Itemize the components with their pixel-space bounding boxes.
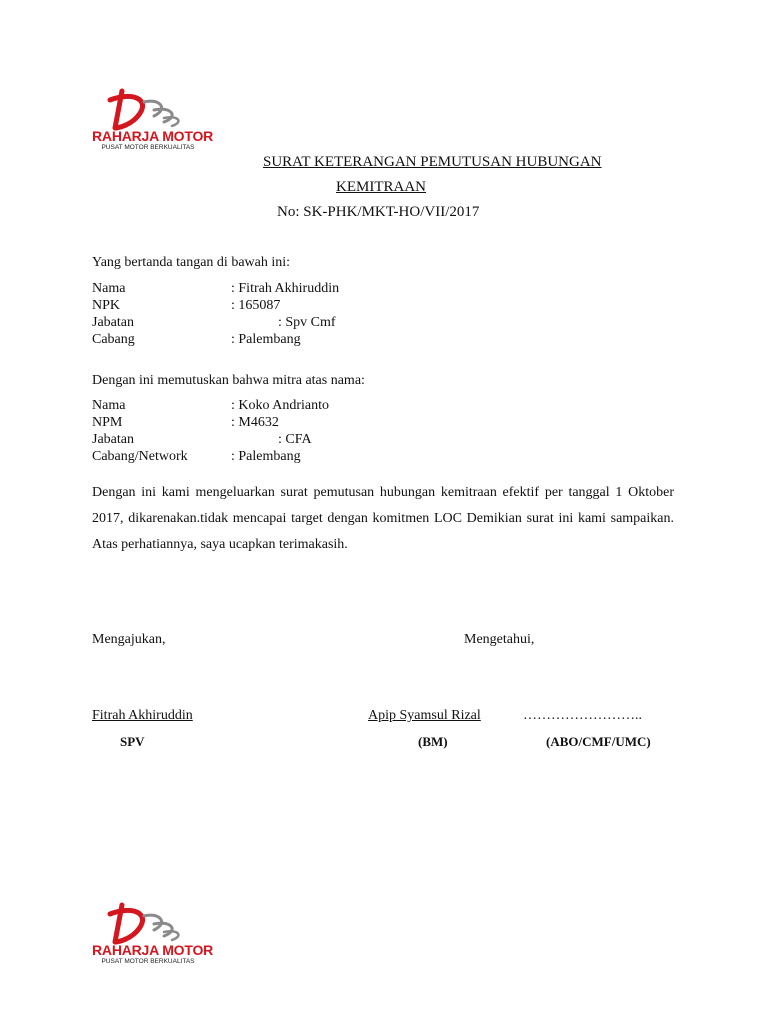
submitted-by-heading: Mengajukan, (92, 632, 166, 647)
logo-mark-icon (88, 902, 206, 946)
signer-value-position: : Spv Cmf (278, 315, 336, 330)
signer-value-branch: : Palembang (231, 332, 301, 347)
brand-tagline: PUSAT MOTOR BERKUALITAS (101, 144, 195, 151)
document-title-line1: SURAT KETERANGAN PEMUTUSAN HUBUNGAN (263, 154, 602, 170)
partner-value-branch: : Palembang (231, 449, 301, 464)
partner-label-position: Jabatan (92, 432, 134, 447)
partner-label-name: Nama (92, 398, 126, 413)
brand-name: RAHARJA MOTOR (92, 128, 214, 144)
body-paragraph: Dengan ini kami mengeluarkan surat pemutusan hubungan kemitraan efektif per tanggal 1 Oktober 2017, dikarenakan.tidak mencapai target dengan komitmen LOC Demikian surat ini kami sampaikan. Atas perhatiannya, saya ucapkan terimakasih. (92, 485, 674, 552)
partner-value-npm: : M4632 (231, 415, 279, 430)
signer-label-position: Jabatan (92, 315, 134, 330)
signer-label-name: Nama (92, 281, 126, 296)
partner-label-branch: Cabang/Network (92, 449, 188, 464)
signature-name-bm: Apip Syamsul Rizal (368, 708, 481, 723)
brand-tagline: PUSAT MOTOR BERKUALITAS (101, 958, 195, 965)
logo-mark-icon (88, 88, 206, 132)
signer-label-branch: Cabang (92, 332, 135, 347)
signer-label-npk: NPK (92, 298, 121, 313)
acknowledged-by-heading: Mengetahui, (464, 632, 535, 647)
signature-role-bm: (BM) (418, 734, 448, 749)
company-logo-top (88, 88, 214, 158)
signature-placeholder-dots: …………………….. (523, 708, 642, 723)
partner-value-name: : Koko Andrianto (231, 398, 329, 413)
document-title-line2: KEMITRAAN (336, 179, 426, 195)
brand-name: RAHARJA MOTOR (92, 942, 214, 958)
signer-intro: Yang bertanda tangan di bawah ini: (92, 255, 291, 270)
partner-value-position: : CFA (278, 432, 312, 447)
document-number: No: SK-PHK/MKT-HO/VII/2017 (277, 204, 480, 220)
company-logo-bottom (88, 902, 214, 972)
signature-role-abo: (ABO/CMF/UMC) (546, 734, 651, 749)
signature-role-spv: SPV (120, 734, 145, 749)
partner-intro: Dengan ini memutuskan bahwa mitra atas nama: (92, 373, 365, 388)
signature-name-spv: Fitrah Akhiruddin (92, 708, 193, 723)
signer-value-name: : Fitrah Akhiruddin (231, 281, 340, 296)
partner-label-npm: NPM (92, 415, 123, 430)
signer-value-npk: : 165087 (231, 298, 281, 313)
